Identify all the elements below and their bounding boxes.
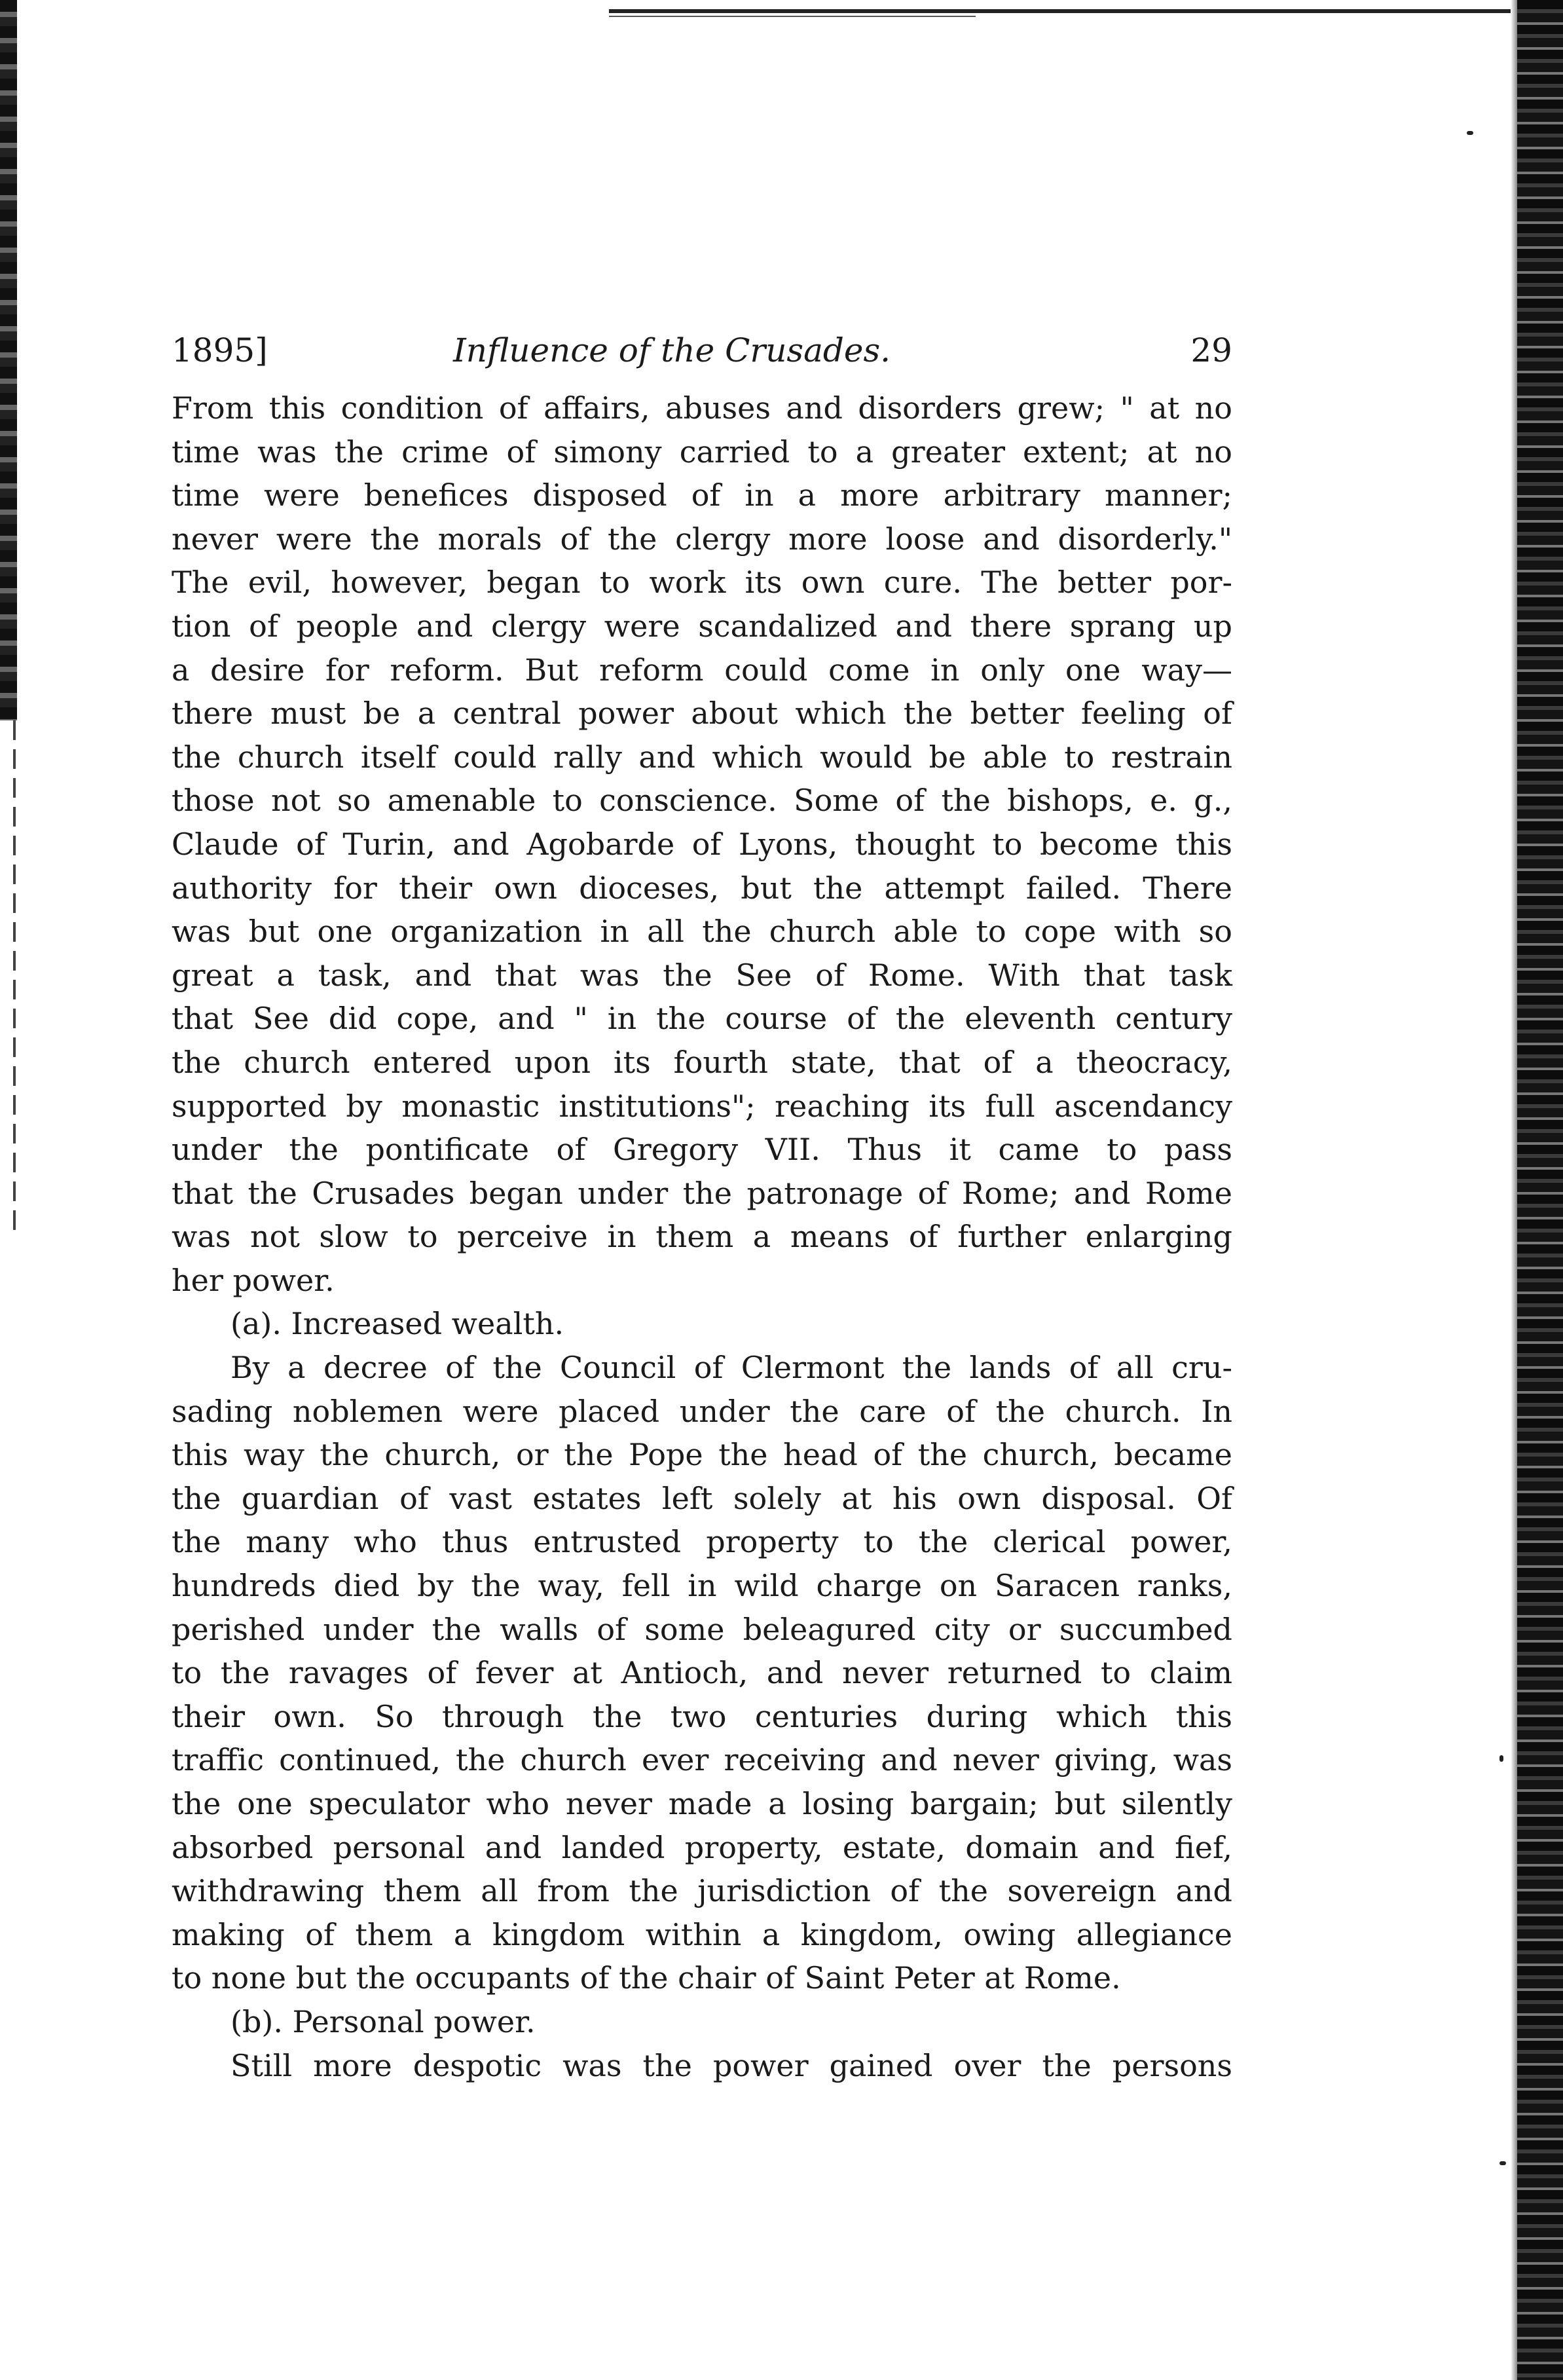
text-line: authority for their own dioceses, but the attempt failed. There <box>172 870 1232 906</box>
text-line: their own. So through the two centuries during which this <box>172 1698 1232 1734</box>
text-line: the guardian of vast estates left solely at his own disposal. Of <box>172 1480 1232 1516</box>
scan-left-edge-lower <box>13 720 16 1231</box>
text-line: the church entered upon its fourth state, that of a theocracy, <box>172 1044 1232 1080</box>
scan-right-edge <box>1517 0 1563 2380</box>
scan-top-rule-thin <box>609 16 976 17</box>
text-line: The evil, however, began to work its own cure. The better por- <box>172 565 1232 601</box>
text-line: time were benefices disposed of in a more arbitrary manner; <box>172 477 1232 513</box>
text-line: making of them a kingdom within a kingdom, owing allegiance <box>172 1916 1232 1952</box>
text-line: that the Crusades began under the patronage of Rome; and Rome <box>172 1175 1232 1211</box>
text-line: never were the morals of the clergy more loose and disorderly." <box>172 521 1232 557</box>
scan-speck <box>1499 1755 1503 1762</box>
text-line: (a). Increased wealth. <box>230 1306 564 1342</box>
text-line: Claude of Turin, and Agobarde of Lyons, thought to become this <box>172 826 1232 862</box>
text-line: under the pontificate of Gregory VII. Thus it came to pass <box>172 1132 1232 1168</box>
scan-speck <box>1467 131 1473 135</box>
text-line: From this condition of affairs, abuses and disorders grew; " at no <box>172 390 1232 426</box>
text-line: perished under the walls of some beleagured city or succumbed <box>172 1611 1232 1647</box>
text-line: absorbed personal and landed property, estate, domain and fief, <box>172 1829 1232 1865</box>
running-head <box>172 321 1232 380</box>
text-line: the one speculator who never made a losing bargain; but silently <box>172 1786 1232 1821</box>
text-line: those not so amenable to conscience. Some of the bishops, e. g., <box>172 783 1232 819</box>
text-line: was but one organization in all the church able to cope with so <box>172 914 1232 950</box>
scan-left-edge <box>0 0 17 720</box>
scan-top-rule <box>609 9 1539 13</box>
text-line: hundreds died by the way, fell in wild charge on Saracen ranks, <box>172 1568 1232 1604</box>
running-head-title: Influence of the Crusades. <box>453 331 891 369</box>
text-line: the many who thus entrusted property to the clerical power, <box>172 1524 1232 1560</box>
text-line: sading noblemen were placed under the care of the church. In <box>172 1393 1232 1429</box>
body-text <box>172 386 1232 2087</box>
text-line: there must be a central power about which the better feeling of <box>172 696 1232 732</box>
text-line: tion of people and clergy were scandalized and there sprang up <box>172 608 1232 644</box>
text-line: traffic continued, the church ever receiving and never giving, was <box>172 1742 1232 1778</box>
text-line: to the ravages of fever at Antioch, and never returned to claim <box>172 1655 1232 1691</box>
text-line: a desire for reform. But reform could come in only one way— <box>172 652 1232 688</box>
text-line: (b). Personal power. <box>230 2003 536 2039</box>
text-line: withdrawing them all from the jurisdiction of the sovereign and <box>172 1873 1232 1909</box>
text-line: supported by monastic institutions"; reaching its full ascendancy <box>172 1088 1232 1124</box>
text-line: Still more despotic was the power gained over the persons <box>230 2047 1232 2083</box>
text-line: time was the crime of simony carried to a greater extent; at no <box>172 434 1232 470</box>
running-head-year: 1895] <box>172 331 268 369</box>
text-line: the church itself could rally and which would be able to restrain <box>172 739 1232 775</box>
text-line: that See did cope, and " in the course of the eleventh century <box>172 1001 1232 1037</box>
scan-right-edge-shadow <box>1511 0 1517 2380</box>
text-line: this way the church, or the Pope the head of the church, became <box>172 1437 1232 1473</box>
book-page <box>172 321 1232 2087</box>
text-line: great a task, and that was the See of Rome. With that task <box>172 957 1232 993</box>
text-line: her power. <box>172 1262 335 1298</box>
scan-speck <box>1499 2161 1506 2165</box>
text-line: By a decree of the Council of Clermont the lands of all cru- <box>230 1350 1232 1386</box>
text-line: to none but the occupants of the chair of Saint Peter at Rome. <box>172 1960 1121 1996</box>
text-line: was not slow to perceive in them a means of further enlarging <box>172 1219 1232 1255</box>
page-number: 29 <box>1190 331 1232 369</box>
